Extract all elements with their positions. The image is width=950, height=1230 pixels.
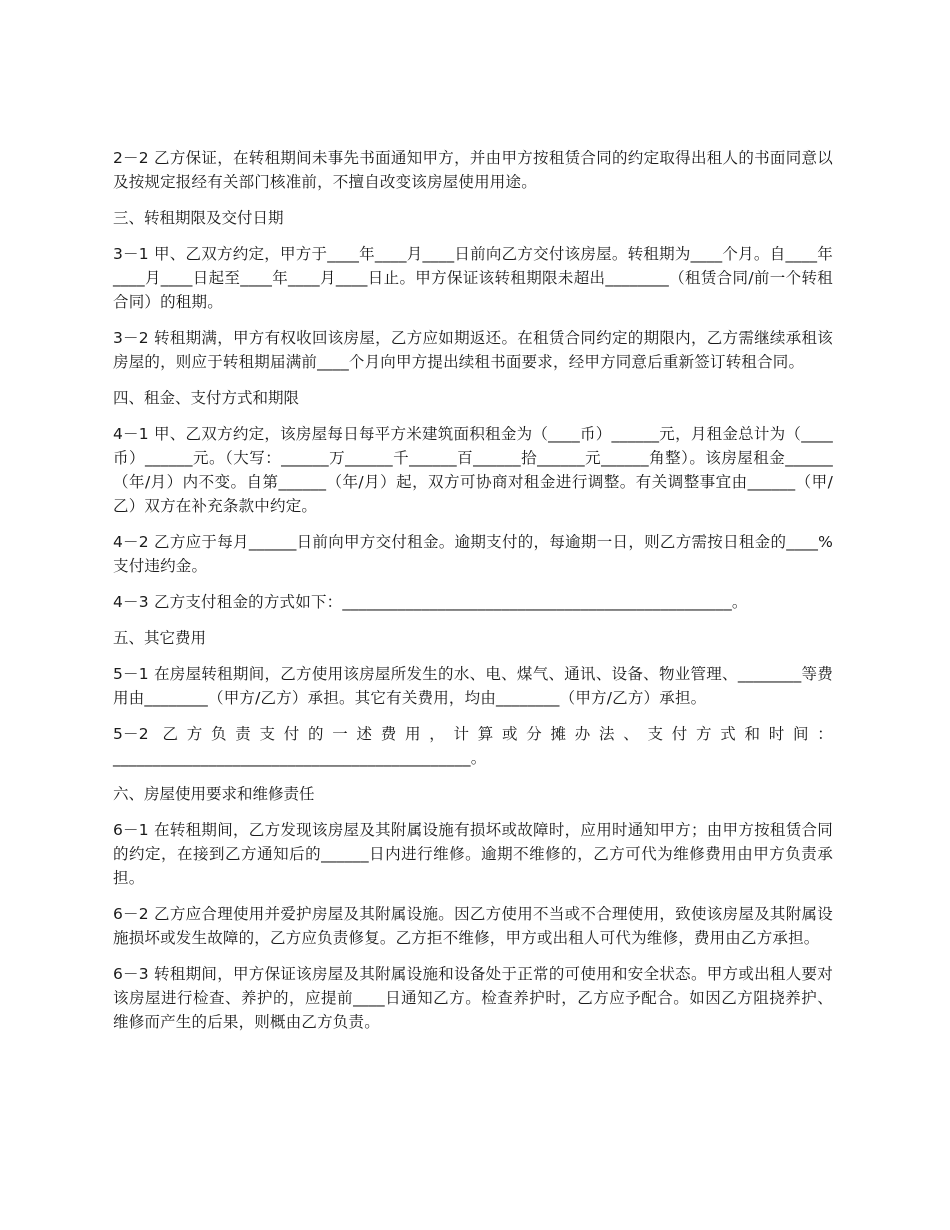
clause-2-2: 2－2 乙方保证，在转租期间未事先书面通知甲方，并由甲方按租赁合同的约定取得出租人的书面同意以及按规定报经有关部门核准前，不擅自改变该房屋使用用途。: [113, 149, 833, 191]
section-heading-4: 四、租金、支付方式和期限: [113, 389, 300, 407]
clause-3-1: 3－1 甲、乙双方约定，甲方于____年____月____日前向乙方交付该房屋。转租期为____个月。自____年____月____日起至____年____月____日止。甲方保证该转租期限未超出________（租赁合同/前一个转租合同）的租期。: [113, 245, 833, 311]
clause-3-2: 3－2 转租期满，甲方有权收回该房屋，乙方应如期返还。在租赁合同约定的期限内，乙方需继续承租该房屋的，则应于转租期届满前____个月向甲方提出续租书面要求，经甲方同意后重新签订转租合同。: [113, 329, 833, 371]
section-heading-6: 六、房屋使用要求和维修责任: [113, 785, 315, 803]
document-body: [113, 146, 833, 1046]
clause-4-2: 4－2 乙方应于每月______日前向甲方交付租金。逾期支付的，每逾期一日，则乙方需按日租金的____%支付违约金。: [113, 533, 833, 575]
clause-4-1: 4－1 甲、乙双方约定，该房屋每日每平方米建筑面积租金为（____币）______元，月租金总计为（____币）______元。（大写：______万______千______百______拾______元______角整）。该房屋租金______（年/月）内不变。自第______（年/月）起，双方可协商对租金进行调整。有关调整事宜由______（甲/乙）双方在补充条款中约定。: [113, 425, 833, 515]
section-heading-3: 三、转租期限及交付日期: [113, 209, 284, 227]
clause-4-3: 4－3 乙方支付租金的方式如下：_________________________________________________。: [113, 593, 748, 611]
clause-5-2: 5－2 乙方负责支付的一述费用，计算或分摊办法、支付方式和时间：_____________________________________________。: [113, 725, 833, 767]
clause-6-1: 6－1 在转租期间，乙方发现该房屋及其附属设施有损坏或故障时，应用时通知甲方；由甲方按租赁合同的约定，在接到乙方通知后的______日内进行维修。逾期不维修的，乙方可代为维修费用由甲方负责承担。: [113, 821, 833, 887]
clause-6-2: 6－2 乙方应合理使用并爱护房屋及其附属设施。因乙方使用不当或不合理使用，致使该房屋及其附属设施损坏或发生故障的，乙方应负责修复。乙方拒不维修，甲方或出租人可代为维修，费用由乙方承担。: [113, 905, 833, 947]
clause-5-1: 5－1 在房屋转租期间，乙方使用该房屋所发生的水、电、煤气、通讯、设备、物业管理、________等费用由________（甲方/乙方）承担。其它有关费用，均由________（甲方/乙方）承担。: [113, 665, 833, 707]
clause-6-3: 6－3 转租期间，甲方保证该房屋及其附属设施和设备处于正常的可使用和安全状态。甲方或出租人要对该房屋进行检查、养护的，应提前____日通知乙方。检查养护时，乙方应予配合。如因乙方阻挠养护、维修而产生的后果，则概由乙方负责。: [113, 965, 833, 1031]
section-heading-5: 五、其它费用: [113, 629, 207, 647]
